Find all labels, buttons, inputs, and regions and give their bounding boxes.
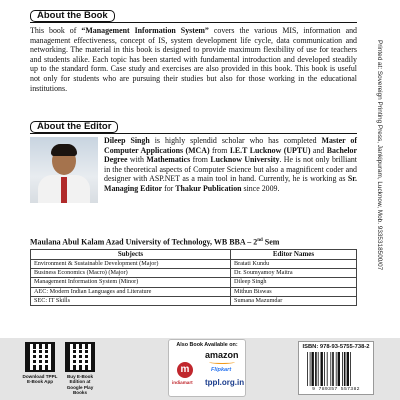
subjects-table: [30, 249, 357, 306]
book-title: “Management Information System”: [81, 26, 209, 35]
flipkart-logo[interactable]: Flipkart: [211, 367, 232, 373]
editor-text: and: [310, 145, 327, 155]
editor-text: . He is not only brilliant in the theoretical aspects of Computer Science but also a magnificent coder and designer with ASP.NET as a main tool in hand. Currently, he is working as: [104, 155, 357, 184]
subject-cell: AEC: Modern Indian Languages and Literature: [31, 287, 231, 296]
editor-text: with: [127, 155, 147, 165]
header-subjects: Subjects: [31, 250, 231, 260]
google-play-books-qr[interactable]: [62, 342, 98, 396]
isbn-label: ISBN: 978-93-5755-738-2: [302, 344, 370, 350]
qr-code-icon: [65, 342, 95, 372]
editor-degree: Bachelor Degree: [104, 145, 358, 165]
table-row: [31, 260, 357, 269]
editor-cell: Mithun Biswas: [231, 287, 357, 296]
editor-cell: Bratati Kundu: [231, 260, 357, 269]
barcode-icon: [306, 352, 366, 386]
editor-subject: Mathematics: [146, 155, 191, 165]
table-row: [31, 287, 357, 296]
syllabus-title: [30, 236, 365, 248]
editor-cell: Dileep Singh: [231, 278, 357, 287]
editor-text: for: [162, 183, 176, 193]
table-row: [31, 278, 357, 287]
stores-box: [168, 339, 246, 397]
about-book-heading: About the Book: [30, 10, 115, 22]
subject-cell: Environment & Sustainable Development (Major): [31, 260, 231, 269]
editor-text: since 2009.: [241, 183, 280, 193]
stores-title: Also Book Available on:: [176, 342, 238, 348]
editor-publisher: Thakur Publication: [175, 183, 242, 193]
header-editor-names: Editor Names: [231, 250, 357, 260]
subject-cell: Business Economics (Macro) (Major): [31, 269, 231, 278]
editor-institute: Lucknow University: [210, 155, 280, 165]
google-play-books-label: Buy E-Book Edition at Google Play Books: [66, 374, 94, 396]
book-desc-rest: covers the various MIS, information and management effectiveness, concept of IS, system development life cycle, data communication and networking. The material in this book is designed to provide maximum flexibility of use for teachers and students alike. Each topic has been started with fundamental introduction and developed steadily up to the standard form. Case study and exercises are also provided in this book. This book is useful not only for students who are pursuing their studies but also for those working in the educational institutions.: [30, 26, 357, 93]
editor-description: [104, 136, 357, 194]
indiamart-icon: m: [177, 362, 193, 378]
heading-divider: [30, 133, 357, 134]
table-header-row: [31, 250, 357, 260]
editor-institute: I.E.T Lucknow (UPTU): [229, 145, 311, 155]
editor-degree: Master of Computer Applications (MCA): [104, 136, 358, 155]
tppl-website[interactable]: tppl.org.in: [205, 378, 245, 387]
table-row: [31, 296, 357, 305]
book-desc-intro: This book of: [30, 26, 82, 35]
editor-role: Sr. Managing Editor: [104, 174, 357, 193]
book-description: [30, 26, 357, 93]
amazon-smile-icon: [209, 360, 235, 364]
editor-text: is highly splendid scholar who has completed: [149, 136, 322, 145]
ebook-app-label: Download TPPL E-Book App: [22, 374, 58, 385]
editor-text: from: [190, 155, 211, 165]
isbn-digits: 9 789357 557382: [312, 387, 360, 392]
editor-cell: Dr. Soumyamoy Maitra: [231, 269, 357, 278]
ebook-app-qr[interactable]: [22, 342, 58, 390]
amazon-logo[interactable]: amazon: [205, 350, 239, 360]
printer-imprint: Printed at: Sovereign Printing Press, Jankipuram, Lucknow, Mob. 9335318500/07: [376, 40, 383, 271]
editor-cell: Sumana Mazumdar: [231, 296, 357, 305]
subject-cell: SEC: IT Skills: [31, 296, 231, 305]
indiamart-label[interactable]: indiamart: [172, 380, 193, 385]
qr-code-icon: [25, 342, 55, 372]
syllabus-title-sup: nd: [257, 238, 263, 243]
editor-name: Dileep Singh: [104, 136, 150, 145]
subject-cell: Management Information System (Minor): [31, 278, 231, 287]
about-editor-heading: About the Editor: [30, 121, 118, 133]
table-row: [31, 269, 357, 278]
syllabus-title-end: Sem: [262, 237, 280, 247]
editor-text: from: [209, 145, 230, 155]
syllabus-title-main: Maulana Abul Kalam Azad University of Technology, WB BBA – 2: [30, 237, 258, 247]
editor-photo: [30, 137, 98, 203]
isbn-box: [298, 341, 374, 395]
heading-divider: [30, 22, 357, 23]
